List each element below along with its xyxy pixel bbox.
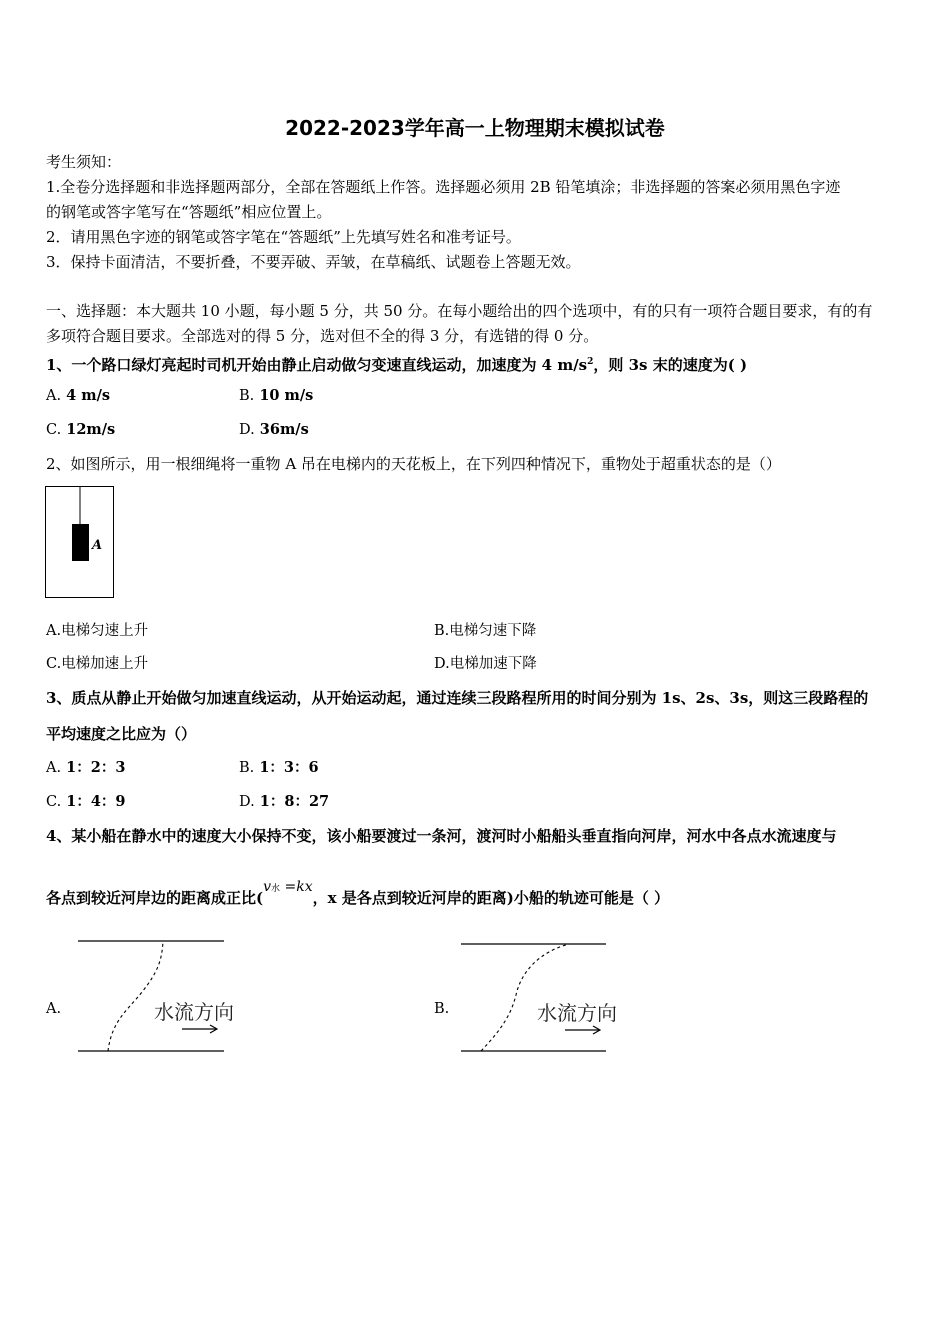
- q3-option-c-text: 1：4：9: [61, 793, 126, 810]
- q4-option-b-figure[interactable]: [453, 930, 623, 1060]
- boat-trajectory: [108, 941, 163, 1051]
- notice-item-1-line-1: 1.全卷分选择题和非选择题两部分，全部在答题纸上作答。选择题必须用 2B 铅笔填涂；非选择题的答案必须用黑色字迹: [46, 178, 841, 196]
- q1-stem-superscript: 2: [587, 357, 594, 367]
- q2-option-a[interactable]: [46, 622, 148, 640]
- q1-stem-part-2: ，则 3s 末的速度为( ): [593, 356, 748, 374]
- q2-option-d-text: 电梯加速下降: [449, 656, 537, 672]
- boat-trajectory: [481, 944, 569, 1051]
- q2-option-c-label: C.: [46, 656, 62, 672]
- flow-direction-label: 水流方向: [537, 1001, 617, 1025]
- page-title: 2022-2023学年高一上物理期末模拟试卷: [285, 116, 665, 140]
- notice-item-1-line-2: 的钢笔或答字笔写在“答题纸”相应位置上。: [46, 203, 332, 221]
- q2-option-c[interactable]: [46, 655, 148, 673]
- q2-option-a-text: 电梯匀速上升: [61, 623, 149, 639]
- q3-option-b[interactable]: [239, 759, 319, 777]
- q4-stem-line-2: [46, 879, 908, 910]
- q1-option-a-label: A.: [46, 388, 62, 404]
- q3-stem-line-2: 平均速度之比应为（）: [46, 725, 197, 743]
- q3-option-a[interactable]: [46, 759, 125, 777]
- q4-option-b-label[interactable]: B.: [434, 1001, 450, 1017]
- q1-option-a-text: 4 m/s: [61, 387, 111, 404]
- formula-v: v: [263, 879, 272, 895]
- q1-option-b-label: B.: [239, 388, 255, 404]
- q2-option-d-label: D.: [434, 656, 450, 672]
- q3-option-d-text: 1：8：27: [254, 793, 330, 810]
- q2-stem: 2、如图所示，用一根细绳将一重物 A 吊在电梯内的天花板上，在下列四种情况下，重物处于超重状态的是（）: [46, 455, 781, 473]
- weight-block: [72, 524, 89, 561]
- q1-option-d-label: D.: [239, 422, 255, 438]
- q1-option-a[interactable]: [46, 387, 110, 405]
- q4-stem-line-1: 4、某小船在静水中的速度大小保持不变，该小船要渡过一条河，渡河时小船船头垂直指向河岸，河水中各点水流速度与: [46, 827, 837, 845]
- elevator-figure: [45, 486, 114, 598]
- q3-stem-line-1: 3、质点从静止开始做匀加速直线运动，从开始运动起，通过连续三段路程所用的时间分别为 1s、2s、3s，则这三段路程的: [46, 689, 869, 707]
- q1-option-d[interactable]: [239, 421, 309, 439]
- q3-option-c-label: C.: [46, 794, 62, 810]
- elevator-diagram: [46, 487, 113, 597]
- q3-option-b-label: B.: [239, 760, 255, 776]
- section-1-intro-line-1: 一、选择题：本大题共 10 小题，每小题 5 分，共 50 分。在每小题给出的四个选项中，有的只有一项符合题目要求，有的有: [46, 302, 873, 320]
- q2-option-b[interactable]: [434, 622, 536, 640]
- q2-option-a-label: A.: [46, 623, 62, 639]
- notice-heading: 考生须知：: [46, 153, 122, 171]
- q4-option-a-label[interactable]: A.: [46, 1001, 62, 1017]
- q1-stem: [46, 353, 908, 374]
- formula-equals-kx: =kx: [280, 879, 313, 895]
- q4-option-a-figure[interactable]: [70, 930, 240, 1060]
- q1-option-b[interactable]: [239, 387, 313, 405]
- q1-option-c[interactable]: [46, 421, 115, 439]
- q3-option-d[interactable]: [239, 793, 329, 811]
- q1-option-c-text: 12m/s: [61, 421, 116, 438]
- q3-option-d-label: D.: [239, 794, 255, 810]
- q1-option-b-text: 10 m/s: [254, 387, 314, 404]
- q2-option-d[interactable]: [434, 655, 537, 673]
- flow-direction-label: 水流方向: [154, 1000, 234, 1024]
- flow-speed-formula: [263, 879, 313, 895]
- q3-option-c[interactable]: [46, 793, 126, 811]
- q3-option-a-text: 1：2：3: [61, 759, 126, 776]
- q2-option-c-text: 电梯加速上升: [61, 656, 149, 672]
- q2-option-b-label: B.: [434, 623, 450, 639]
- formula-subscript: 水: [271, 884, 281, 894]
- notice-item-3: 3．保持卡面清洁，不要折叠，不要弄破、弄皱，在草稿纸、试题卷上答题无效。: [46, 253, 581, 271]
- q1-stem-part-1: 1、一个路口绿灯亮起时司机开始由静止启动做匀变速直线运动，加速度为 4 m/s: [46, 356, 588, 374]
- q2-option-b-text: 电梯匀速下降: [449, 623, 537, 639]
- weight-label: A: [92, 538, 103, 553]
- q1-option-d-text: 36m/s: [254, 421, 309, 438]
- q3-option-a-label: A.: [46, 760, 62, 776]
- q4-stem-part-2: ，x 是各点到较近河岸的距离)小船的轨迹可能是（ ）: [312, 889, 670, 907]
- section-1-intro-line-2: 多项符合题目要求。全部选对的得 5 分，选对但不全的得 3 分，有选错的得 0 分。: [46, 327, 599, 345]
- q1-option-c-label: C.: [46, 422, 62, 438]
- q3-option-b-text: 1：3：6: [254, 759, 319, 776]
- notice-item-2: 2．请用黑色字迹的钢笔或答字笔在“答题纸”上先填写姓名和准考证号。: [46, 228, 521, 246]
- q4-stem-part-1: 各点到较近河岸边的距离成正比(: [46, 889, 264, 907]
